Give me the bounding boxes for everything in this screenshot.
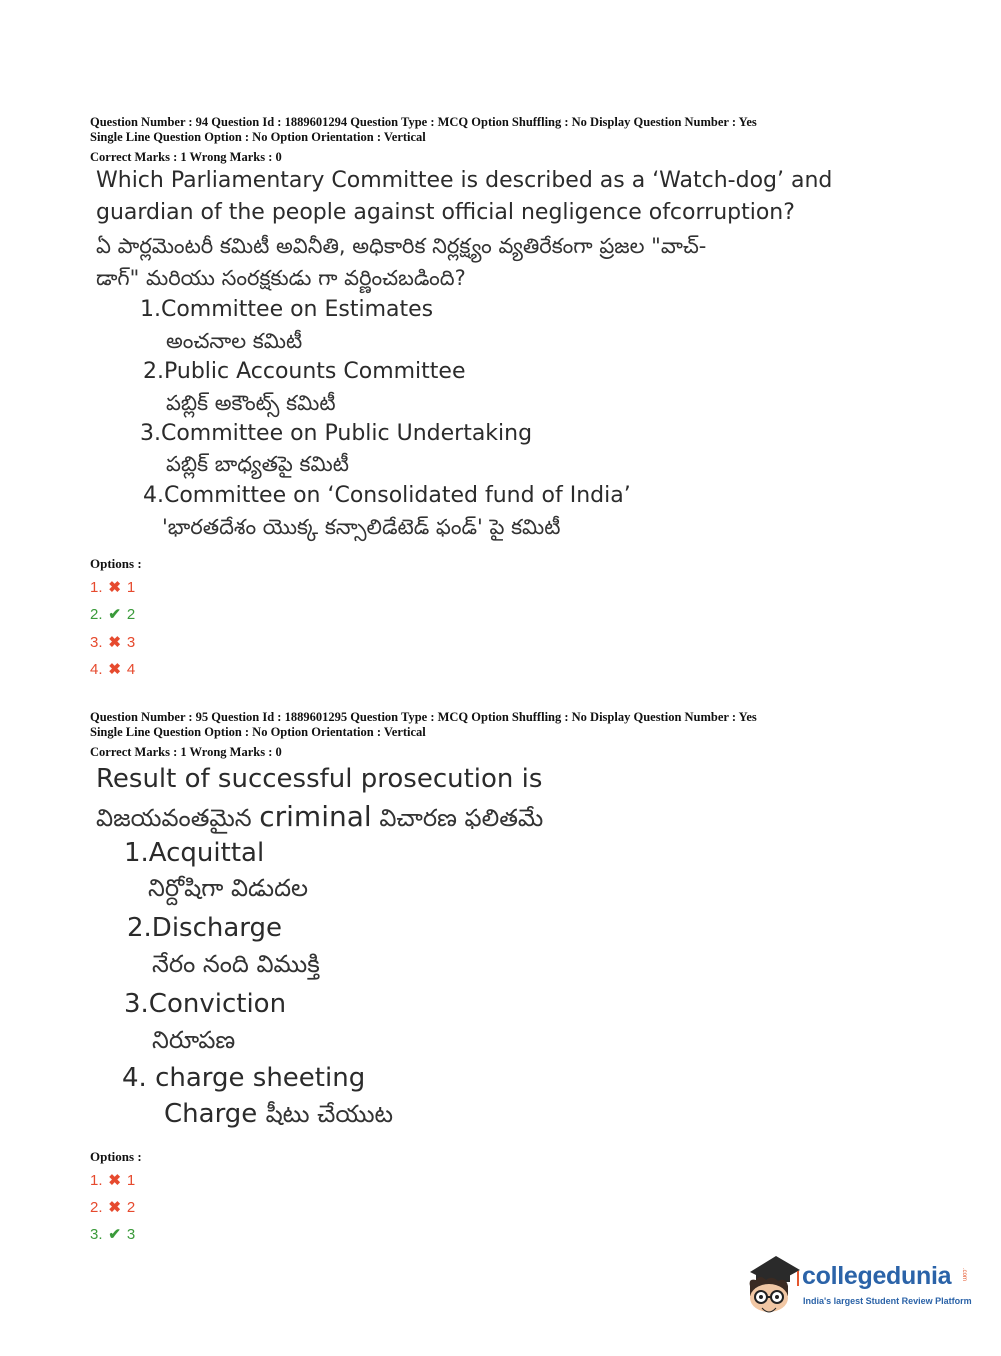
q94-choice-1-te: అంచనాల కమిటీ bbox=[166, 329, 303, 353]
q94-choice-3-en: 3.Committee on Public Undertaking bbox=[140, 421, 533, 446]
logo-name: collegedunia bbox=[802, 1262, 952, 1290]
q95-question-te bbox=[96, 800, 543, 838]
q94-question-te-2: డాగ్" మరియు సంరక్షకుడు గా వర్ణించబడింది? bbox=[96, 266, 466, 290]
logo-tagline: India's largest Student Review Platform bbox=[803, 1296, 972, 1306]
q95-options-label: Options : bbox=[90, 1149, 142, 1164]
option-value: 2 bbox=[126, 606, 136, 623]
q94-marks: Correct Marks : 1 Wrong Marks : 0 bbox=[90, 150, 282, 164]
cross-icon: ✖ bbox=[108, 1199, 121, 1216]
q94-option-4 bbox=[90, 660, 135, 678]
q95-choice-1-te: నిర్దోషిగా విడుదల bbox=[148, 874, 309, 902]
q94-option-2 bbox=[90, 605, 135, 623]
q95-question-en: Result of successful prosecution is bbox=[96, 764, 543, 794]
q94-choice-4-en: 4.Committee on ‘Consolidated fund of India’ bbox=[143, 483, 631, 508]
q94-question-en-2: guardian of the people against official negligence ofcorruption? bbox=[96, 200, 795, 225]
option-number: 3. bbox=[90, 634, 103, 651]
q94-meta bbox=[90, 115, 970, 165]
q95-meta bbox=[90, 710, 970, 760]
q94-choice-3-te: పబ్లిక్ బాధ్యతపై కమిటీ bbox=[166, 452, 349, 476]
q95-option-1 bbox=[90, 1171, 135, 1189]
logo-suffix: .com bbox=[961, 1268, 967, 1282]
option-value: 1 bbox=[126, 1172, 136, 1189]
q95-option-3 bbox=[90, 1225, 135, 1243]
option-number: 1. bbox=[90, 579, 103, 596]
cross-icon: ✖ bbox=[108, 634, 121, 651]
cross-icon: ✖ bbox=[108, 1172, 121, 1189]
check-icon: ✔ bbox=[108, 1226, 121, 1243]
q94-choice-1-en: 1.Committee on Estimates bbox=[140, 297, 434, 322]
q95-question-te-c: విచారణ ఫలితమే bbox=[371, 804, 544, 832]
option-value: 3 bbox=[126, 634, 136, 651]
q95-choice-2-en: 2.Discharge bbox=[127, 913, 283, 943]
mascot-icon bbox=[742, 1250, 802, 1320]
option-value: 2 bbox=[126, 1199, 136, 1216]
q95-choice-4-en: 4. charge sheeting bbox=[122, 1063, 366, 1093]
q95-marks: Correct Marks : 1 Wrong Marks : 0 bbox=[90, 745, 282, 759]
q95-choice-4-te bbox=[164, 1099, 393, 1134]
q94-meta-line2: Single Line Question Option : No Option Orientation : Vertical bbox=[90, 130, 426, 144]
q94-choice-2-en: 2.Public Accounts Committee bbox=[143, 359, 466, 384]
option-number: 3. bbox=[90, 1226, 103, 1243]
q95-choice-2-te: నేరం నంది విముక్తి bbox=[152, 950, 320, 978]
q94-choice-4-te: 'భారతదేశం యొక్క కన్సాలిడేటెడ్ ఫండ్' పై కమిటీ bbox=[162, 515, 561, 539]
q95-choice-4-te-a: Charge bbox=[164, 1099, 266, 1129]
q95-question-te-b: criminal bbox=[259, 800, 372, 833]
q95-question-te-a: విజయవంతమైన bbox=[96, 804, 260, 832]
q94-question-en-1: Which Parliamentary Committee is described as a ‘Watch-dog’ and bbox=[96, 168, 833, 193]
option-number: 4. bbox=[90, 661, 103, 678]
cross-icon: ✖ bbox=[108, 579, 121, 596]
q94-option-1 bbox=[90, 578, 135, 596]
q94-choice-2-te: పబ్లిక్ అకౌంట్స్ కమిటీ bbox=[166, 391, 336, 415]
q94-option-3 bbox=[90, 633, 135, 651]
option-value: 4 bbox=[126, 661, 136, 678]
q95-choice-1-en: 1.Acquittal bbox=[124, 838, 265, 868]
q94-question-te-1: ఏ పార్లమెంటరీ కమిటీ అవినీతి, అధికారిక నిర్లక్ష్యం వ్యతిరేకంగా ప్రజల "వాచ్- bbox=[96, 234, 707, 258]
q95-choice-3-en: 3.Conviction bbox=[124, 989, 287, 1019]
cross-icon: ✖ bbox=[108, 661, 121, 678]
q95-choice-3-te: నిరూపణ bbox=[152, 1026, 236, 1054]
option-number: 2. bbox=[90, 606, 103, 623]
q94-meta-line1: Question Number : 94 Question Id : 1889601294 Question Type : MCQ Option Shuffling : No Display Question Number : Yes bbox=[90, 115, 757, 129]
option-value: 1 bbox=[126, 579, 136, 596]
q95-meta-line2: Single Line Question Option : No Option Orientation : Vertical bbox=[90, 725, 426, 739]
option-value: 3 bbox=[126, 1226, 136, 1243]
q94-options-label: Options : bbox=[90, 556, 142, 571]
q95-option-2 bbox=[90, 1198, 135, 1216]
option-number: 1. bbox=[90, 1172, 103, 1189]
q95-meta-line1: Question Number : 95 Question Id : 1889601295 Question Type : MCQ Option Shuffling : No Display Question Number : Yes bbox=[90, 710, 757, 724]
check-icon: ✔ bbox=[108, 606, 121, 623]
option-number: 2. bbox=[90, 1199, 103, 1216]
q95-choice-4-te-b: షీటు చేయుట bbox=[265, 1100, 394, 1128]
collegedunia-logo[interactable] bbox=[742, 1250, 972, 1320]
